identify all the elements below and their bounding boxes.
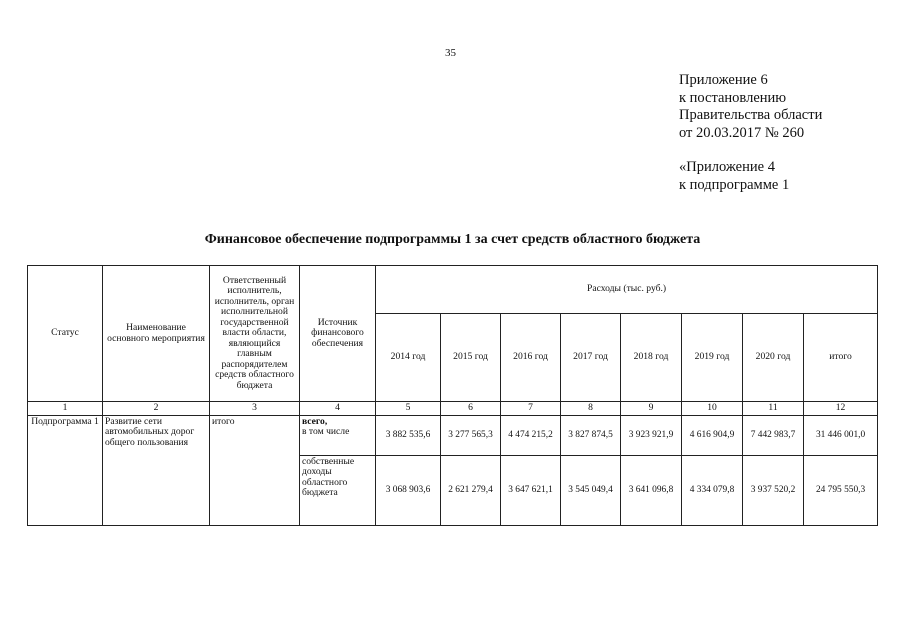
header-year: 2016 год [501, 314, 561, 402]
value-cell: 3 937 520,2 [743, 455, 804, 525]
value-cell: 7 442 983,7 [743, 415, 804, 455]
header-year: 2019 год [682, 314, 743, 402]
column-number: 2 [103, 402, 210, 416]
page-number: 35 [445, 47, 456, 59]
value-cell: 4 616 904,9 [682, 415, 743, 455]
appendix-line: «Приложение 4 [679, 159, 775, 175]
appendix-line: к подпрограмме 1 [679, 176, 790, 193]
row-executor: итого [210, 415, 300, 525]
column-number: 11 [743, 402, 804, 416]
column-number: 12 [804, 402, 878, 416]
header-total: итого [804, 314, 878, 402]
source-own-revenue [300, 455, 376, 525]
source-label-bold: всего, [302, 415, 328, 427]
header-source: Источник финансового обеспечения [300, 266, 376, 402]
value-cell: 4 334 079,8 [682, 455, 743, 525]
source-label: собственные доходы областного бюджета [302, 455, 355, 498]
column-number: 8 [561, 402, 621, 416]
column-number: 1 [28, 402, 103, 416]
row-status: Подпрограмма 1 [28, 415, 103, 525]
header-name: Наименование основного мероприятия [103, 266, 210, 402]
value-cell: 3 545 049,4 [561, 455, 621, 525]
row-name: Развитие сети автомобильных дорог общего пользования [103, 415, 210, 525]
appendix-line: к постановлению [679, 89, 787, 106]
value-cell: 4 474 215,2 [501, 415, 561, 455]
value-cell: 31 446 001,0 [804, 415, 878, 455]
source-label: в том числе [302, 426, 350, 437]
header-expenses: Расходы (тыс. руб.) [376, 266, 878, 314]
column-number: 4 [300, 402, 376, 416]
financing-table [27, 265, 878, 526]
header-year: 2015 год [441, 314, 501, 402]
appendix-line: от 20.03.2017 № 260 [679, 124, 805, 141]
header-year: 2018 год [621, 314, 682, 402]
value-cell: 2 621 279,4 [441, 455, 501, 525]
header-executor: Ответственный исполнитель, исполнитель, орган исполнительной государственной власти области, являющийся главным распорядителем средств областного бюджета [210, 266, 300, 402]
column-number: 7 [501, 402, 561, 416]
source-total [300, 415, 376, 455]
value-cell: 3 068 903,6 [376, 455, 441, 525]
value-cell: 3 641 096,8 [621, 455, 682, 525]
value-cell: 24 795 550,3 [804, 455, 878, 525]
column-number: 9 [621, 402, 682, 416]
value-cell: 3 923 921,9 [621, 415, 682, 455]
value-cell: 3 827 874,5 [561, 415, 621, 455]
header-year: 2020 год [743, 314, 804, 402]
header-year: 2014 год [376, 314, 441, 402]
appendix-line: Приложение 6 [679, 72, 768, 88]
column-number: 5 [376, 402, 441, 416]
column-number: 6 [441, 402, 501, 416]
table-row [28, 415, 878, 455]
document-title: Финансовое обеспечение подпрограммы 1 за счет средств областного бюджета [204, 232, 701, 247]
appendix-line: Правительства области [679, 107, 823, 123]
value-cell: 3 277 565,3 [441, 415, 501, 455]
column-number: 10 [682, 402, 743, 416]
column-number: 3 [210, 402, 300, 416]
value-cell: 3 647 621,1 [501, 455, 561, 525]
value-cell: 3 882 535,6 [376, 415, 441, 455]
header-year: 2017 год [561, 314, 621, 402]
appendix-block [679, 72, 822, 194]
header-status: Статус [28, 266, 103, 402]
